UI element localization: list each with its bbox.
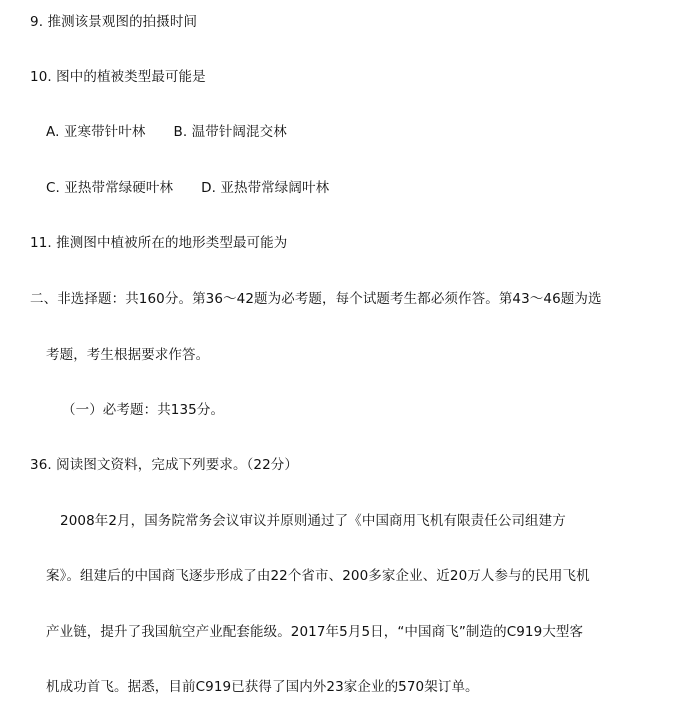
- question-9: 9. 推测该景观图的拍摄时间: [30, 14, 198, 30]
- option-b: B. 温带针阔混交林: [173, 124, 287, 140]
- question-36-heading: 36. 阅读图文资料，完成下列要求。（22分）: [30, 457, 298, 473]
- option-d: D. 亚热带常绿阔叶林: [201, 180, 330, 196]
- question-36-paragraph-line-3: 产业链，提升了我国航空产业配套能级。2017年5月5日，“中国商飞”制造的C919大型客: [46, 624, 584, 640]
- required-questions-heading: （一）必考题：共135分。: [62, 402, 225, 418]
- question-36-paragraph-line-2: 案》。组建后的中国商飞逐步形成了由22个省市、200多家企业、近20万人参与的民用飞机: [46, 568, 590, 584]
- question-10: 10. 图中的植被类型最可能是: [30, 69, 206, 85]
- question-10-options-row-1: [46, 123, 287, 141]
- question-36-paragraph-line-1: 2008年2月，国务院常务会议审议并原则通过了《中国商用飞机有限责任公司组建方: [60, 513, 566, 529]
- question-10-options-row-2: [46, 179, 329, 197]
- option-c: C. 亚热带常绿硬叶林: [46, 180, 174, 196]
- question-11: 11. 推测图中植被所在的地形类型最可能为: [30, 235, 288, 251]
- section-2-intro-line-2: 考题，考生根据要求作答。: [46, 347, 210, 363]
- option-a: A. 亚寒带针叶林: [46, 124, 146, 140]
- section-2-intro-line-1: 二、非选择题：共160分。第36～42题为必考题，每个试题考生都必须作答。第43～46题为选: [30, 291, 602, 307]
- question-36-paragraph-line-4: 机成功首飞。据悉，目前C919已获得了国内外23家企业的570架订单。: [46, 679, 479, 695]
